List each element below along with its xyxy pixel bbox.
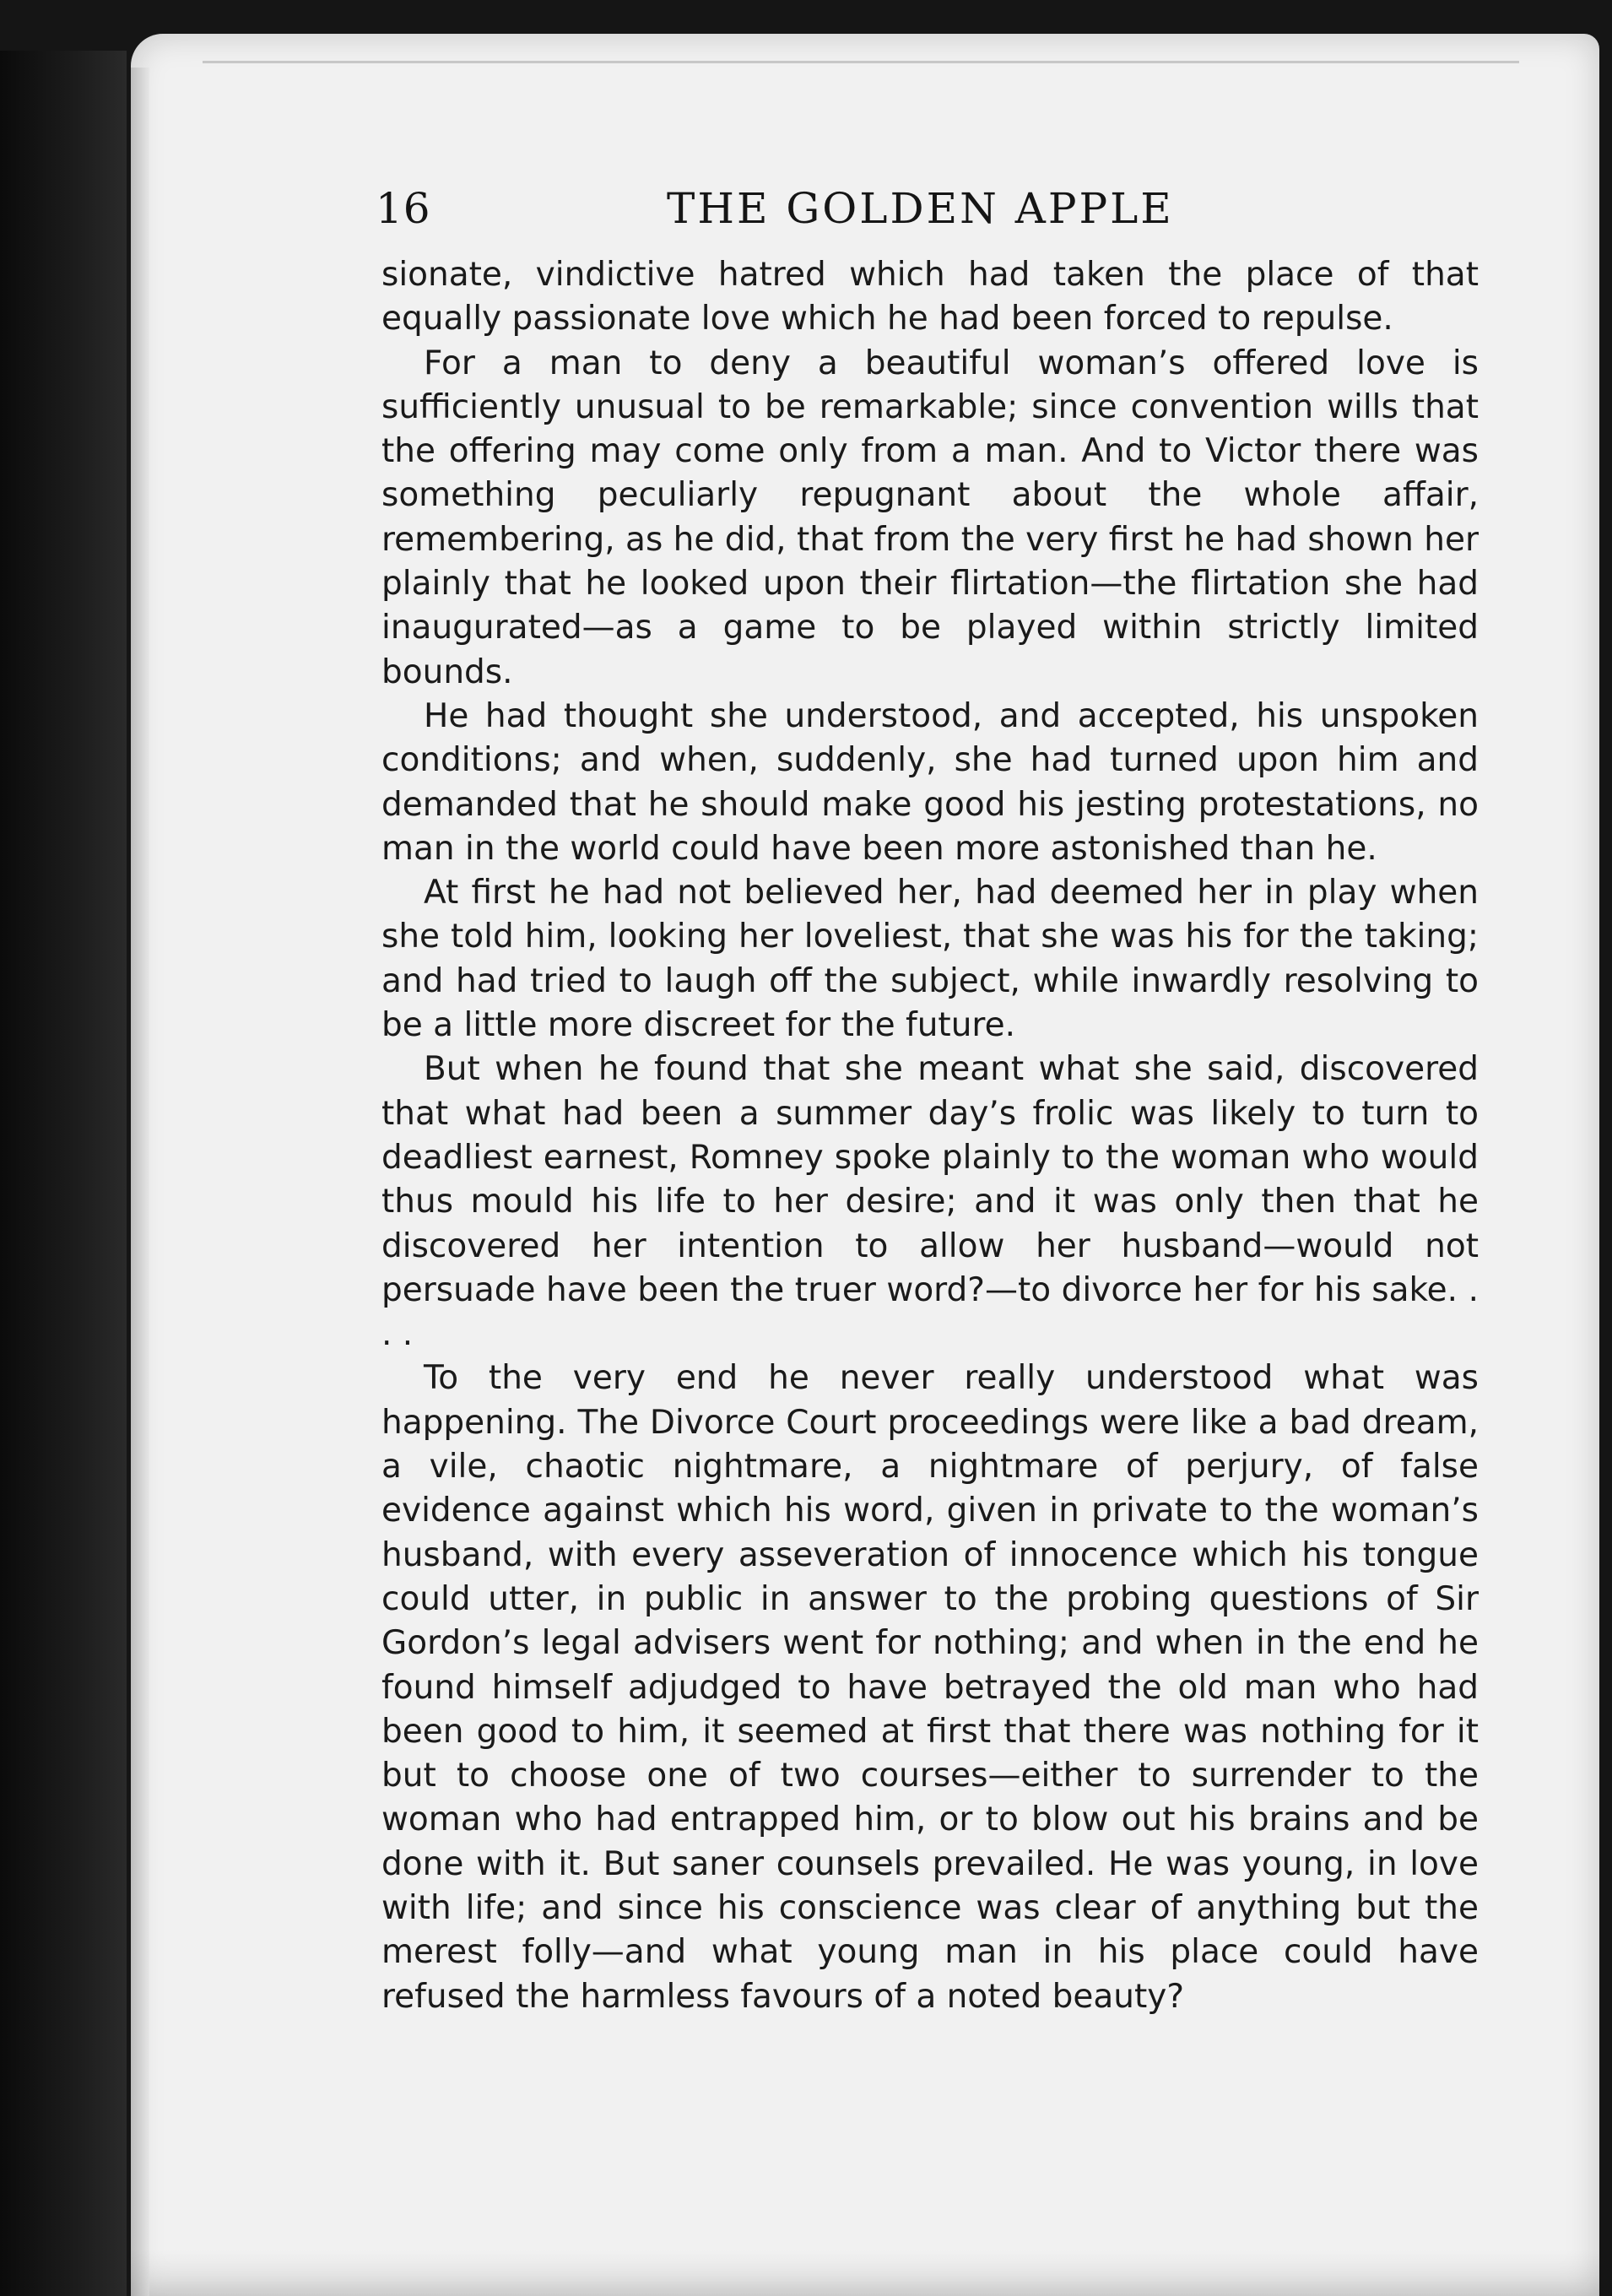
page-bottom-shadow bbox=[131, 2250, 1599, 2296]
paragraph: He had thought she understood, and accepted, his unspoken conditions; and when, suddenly, she had turned upon him and demanded that he should make good his jesting protestations, no man in the world could have been more astonished than he. bbox=[381, 696, 1479, 868]
page-top-edge bbox=[203, 61, 1519, 63]
paragraph: But when he found that she meant what she said, discovered that what had been a summer day’s frolic was likely to turn to deadliest earnest, Romney spoke plainly to the woman who would thus mould his life to her desire; and it was only then that he discovered her intention to allow her husband—would not persuade have been the truer word?—to divorce her for his sake. . . . bbox=[381, 1050, 1479, 1354]
paragraph: At first he had not believed her, had deemed her in play when she told him, looking her loveliest, that she was his for the taking; and had tried to laugh off the subject, while inwardly resolving to be a little more discreet for the future. bbox=[381, 874, 1479, 1045]
paragraph: To the very end he never really understood what was happening. The Divorce Court proceedings were like a bad dream, a vile, chaotic nightmare, a nightmare of perjury, of false evidence against which his word, given in private to the woman’s husband, with every asseveration of innocence which his tongue could utter, in public in answer to the probing questions of Sir Gordon’s legal advisers went for nothing; and when in the end he found himself adjudged to have betrayed the old man who had been good to him, it seemed at first that there was nothing for it but to choose one of two courses—either to surrender to the woman who had entrapped him, or to blow out his brains and be done with it. But saner counsels prevailed. He was young, in love with life; and since his conscience was clear of anything but the merest folly—and what young man in his place could have refused the harmless favours of a noted beauty? bbox=[381, 1359, 1479, 2016]
paragraph-continuation: sionate, vindictive hatred which had taken the place of that equally passionate love which he had been forced to repulse. bbox=[381, 256, 1479, 338]
book-binding-edge bbox=[0, 51, 127, 2296]
body-text bbox=[381, 253, 1479, 2019]
page-header bbox=[376, 184, 1498, 243]
running-title: THE GOLDEN APPLE bbox=[667, 184, 1174, 233]
page-number: 16 bbox=[376, 184, 431, 233]
page-edge-shadow bbox=[131, 68, 149, 2296]
paragraph: For a man to deny a beautiful woman’s offered love is sufficiently unusual to be remarkable; since convention wills that the offering may come only from a man. And to Victor there was something peculiarly repugnant about the whole affair, remembering, as he did, that from the very first he had shown her plainly that he looked upon their flirtation—the flirtation she had inaugurated—as a game to be played within strictly limited bounds. bbox=[381, 344, 1479, 691]
